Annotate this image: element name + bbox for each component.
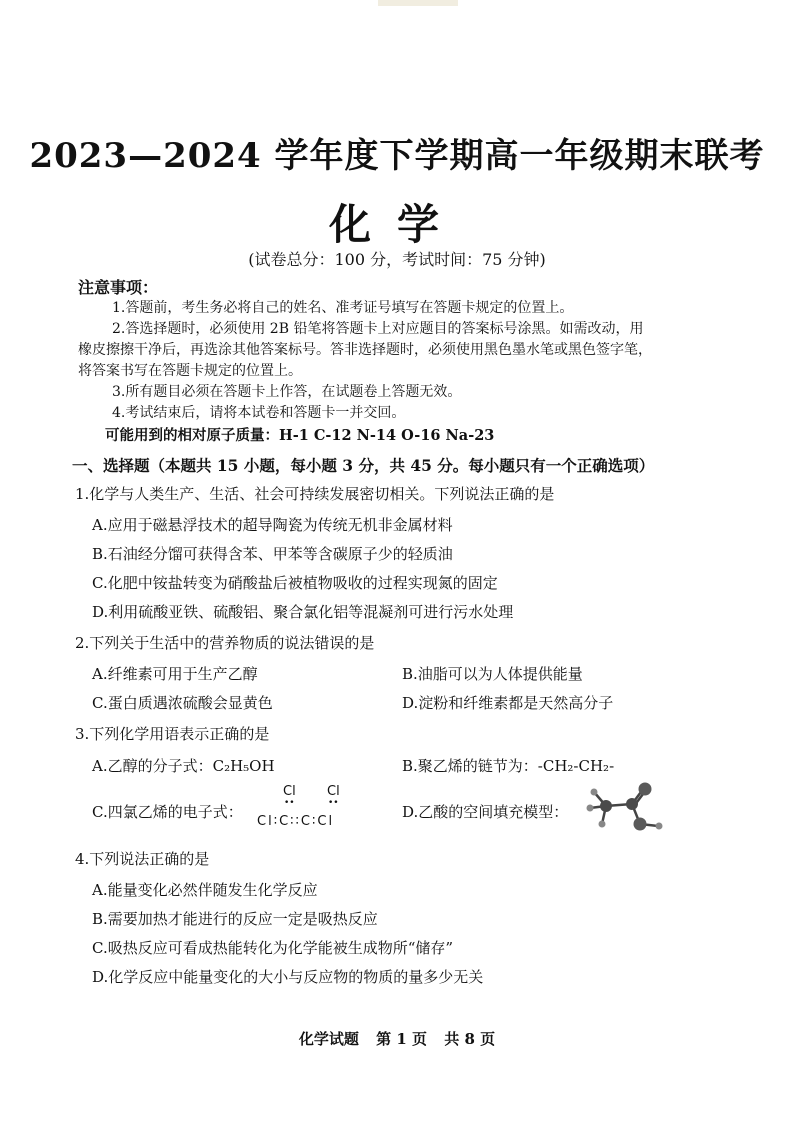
exam-info: (试卷总分：100 分，考试时间：75 分钟) — [248, 250, 546, 269]
question-4-option-c: C.吸热反应可看成热能转化为化学能被生成物所“储存” — [92, 939, 454, 957]
question-2-option-c: C.蛋白质遇浓硫酸会显黄色 — [92, 694, 273, 712]
question-1-option-a: A.应用于磁悬浮技术的超导陶瓷为传统无机非金属材料 — [92, 516, 453, 534]
footer-total: 共 8 页 — [444, 1030, 496, 1048]
scan-edge-mark — [378, 0, 458, 6]
tetrachloroethylene-electron-formula — [257, 784, 377, 836]
question-3-stem: 3.下列化学用语表示正确的是 — [75, 725, 270, 743]
electron-dots: •• — [284, 798, 295, 808]
electron-dots: •• — [328, 798, 339, 808]
notes-heading: 注意事项： — [78, 278, 159, 297]
cl-label: Cl — [327, 784, 340, 799]
question-1-option-c: C.化肥中铵盐转变为硝酸盐后被植物吸收的过程实现氮的固定 — [92, 574, 498, 592]
electron-formula-main: Cl∶C∶∶C∶Cl — [257, 814, 335, 829]
question-1-stem: 1.化学与人类生产、生活、社会可持续发展密切相关。下列说法正确的是 — [75, 485, 555, 503]
subject-title: 化学 — [328, 200, 465, 249]
atomic-masses: 可能用到的相对原子质量：H-1 C-12 N-14 O-16 Na-23 — [105, 427, 495, 444]
question-1-option-d: D.利用硫酸亚铁、硫酸铝、聚合氯化铝等混凝剂可进行污水处理 — [92, 603, 514, 621]
question-2-option-d: D.淀粉和纤维素都是天然高分子 — [402, 694, 614, 712]
note-line: 橡皮擦擦干净后，再选涂其他答案标号。答非选择题时，必须使用黑色墨水笔或黑色签字笔， — [78, 342, 652, 358]
question-4-option-a: A.能量变化必然伴随发生化学反应 — [92, 881, 318, 899]
section-heading: 一、选择题（本题共 15 小题，每小题 3 分，共 45 分。每小题只有一个正确选项） — [72, 456, 655, 475]
footer-subject: 化学试题 — [298, 1030, 359, 1048]
note-line: 2.答选择题时，必须使用 2B 铅笔将答题卡上对应题目的答案标号涂黑。如需改动，用 — [112, 321, 644, 337]
question-4-stem: 4.下列说法正确的是 — [75, 850, 210, 868]
footer-page: 第 1 页 — [376, 1030, 427, 1048]
note-line: 将答案书写在答题卡规定的位置上。 — [78, 363, 302, 379]
cl-label: Cl — [283, 784, 296, 799]
question-2-option-a: A.纤维素可用于生产乙醇 — [92, 665, 258, 683]
question-2-option-b: B.油脂可以为人体提供能量 — [402, 665, 583, 683]
note-line: 1.答题前，考生务必将自己的姓名、准考证号填写在答题卡规定的位置上。 — [112, 300, 574, 316]
question-2-stem: 2.下列关于生活中的营养物质的说法错误的是 — [75, 634, 375, 652]
question-3-option-a: A.乙醇的分子式：C₂H₅OH — [92, 757, 275, 775]
acetic-acid-space-filling-model — [584, 780, 674, 836]
exam-title: 2023—2024 学年度下学期高一年级期末联考 — [29, 136, 765, 176]
question-1-option-b: B.石油经分馏可获得含苯、甲苯等含碳原子少的轻质油 — [92, 545, 453, 563]
question-3-option-d: D.乙酸的空间填充模型： — [402, 803, 569, 821]
question-4-option-b: B.需要加热才能进行的反应一定是吸热反应 — [92, 910, 378, 928]
note-line: 4.考试结束后，请将本试卷和答题卡一并交回。 — [112, 405, 406, 421]
note-line: 3.所有题目必须在答题卡上作答，在试题卷上答题无效。 — [112, 384, 462, 400]
page-footer — [0, 1028, 794, 1049]
question-4-option-d: D.化学反应中能量变化的大小与反应物的物质的量多少无关 — [92, 968, 484, 986]
question-3-option-b: B.聚乙烯的链节为：-CH₂-CH₂- — [402, 757, 615, 775]
question-3-option-c: C.四氯乙烯的电子式： — [92, 803, 243, 821]
